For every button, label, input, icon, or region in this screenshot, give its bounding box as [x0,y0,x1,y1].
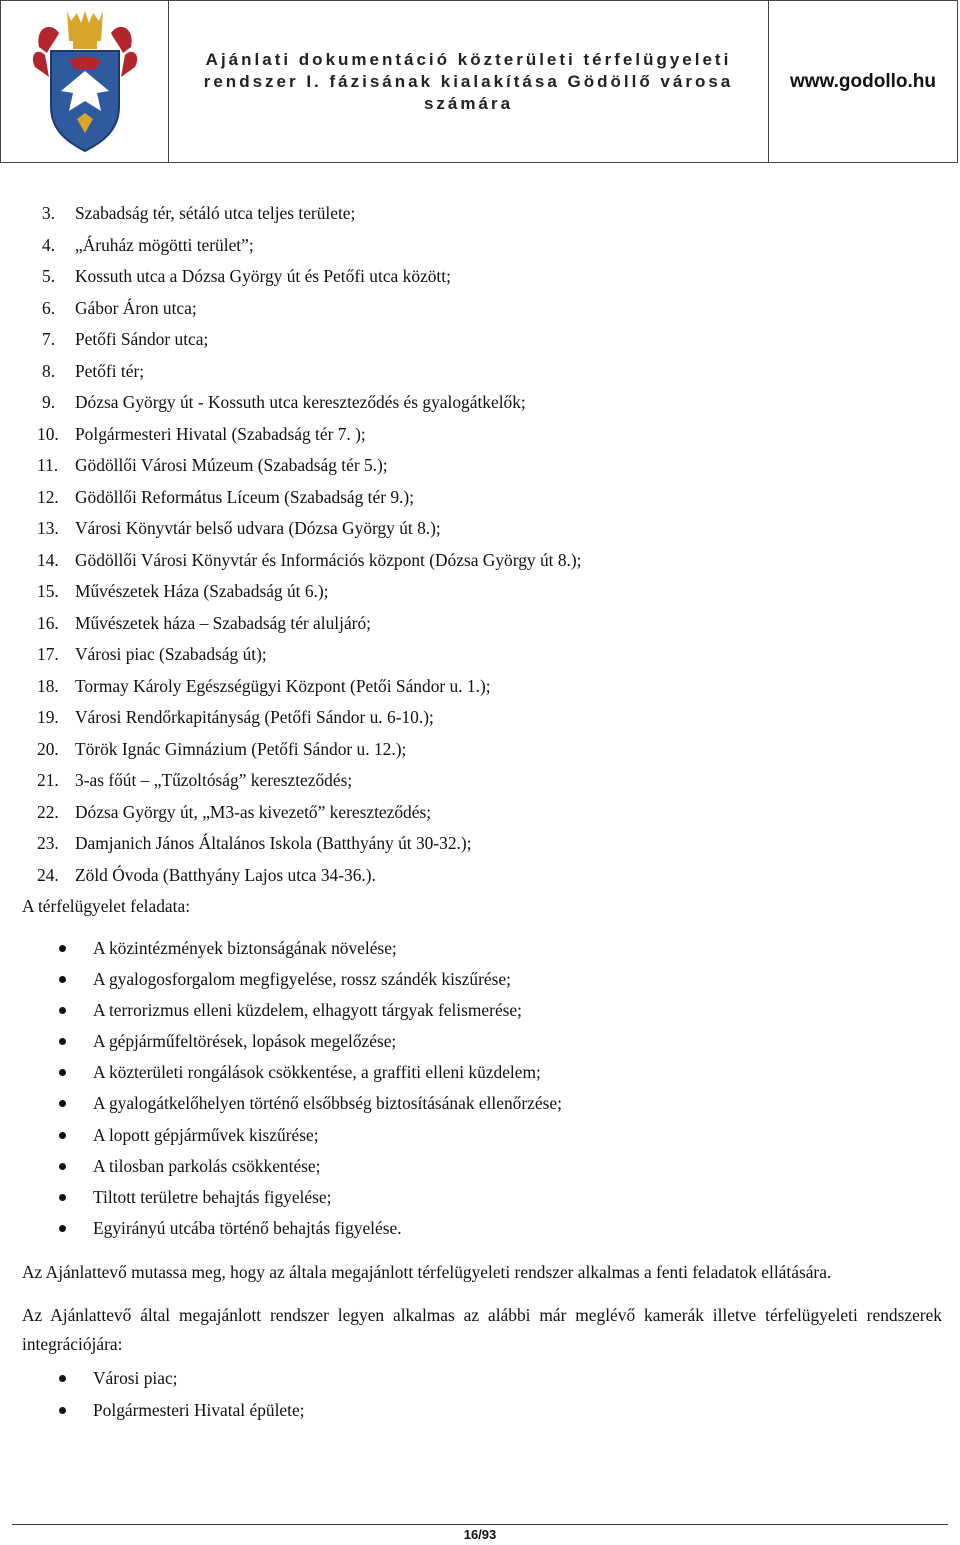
document-title: Ajánlati dokumentáció közterületi térfelügyeleti rendszer I. fázisának kialakítása Gödöllő városa számára [169,1,769,162]
list-item: 14. Gödöllői Városi Könyvtár és Információs központ (Dózsa György út 8.); [37,549,582,570]
bullet-icon [22,964,93,995]
list-item: 24. Zöld Óvoda (Batthyány Lajos utca 34-36.). [37,864,376,885]
bullet-icon [22,933,93,964]
list-item: 9. Dózsa György út - Kossuth utca kereszteződés és gyalogátkelők; [42,392,526,412]
list-item: 17. Városi piac (Szabadság út); [37,644,267,664]
page-number: 16/93 [463,1527,497,1542]
list-item: 13. Városi Könyvtár belső udvara (Dózsa György út 8.); [37,518,441,538]
list-item: 21. 3-as főút – „Tűzoltóság” kereszteződés; [37,770,353,790]
list-item: Polgármesteri Hivatal épülete; [22,1395,942,1426]
list-item: 22. Dózsa György út, „M3-as kivezető” kereszteződés; [37,801,432,822]
list-item: 7. Petőfi Sándor utca; [42,329,209,349]
paragraph-capability: Az Ajánlattevő mutassa meg, hogy az általa megajánlott térfelügyeleti rendszer alkalmas a fenti feladatok ellátására. [22,1262,832,1283]
list-item: 8. Petőfi tér; [42,360,145,381]
list-item: Tiltott területre behajtás figyelése; [22,1182,942,1213]
list-item: Városi piac; [22,1363,942,1394]
list-item: A gépjárműfeltörések, lopások megelőzése; [22,1026,942,1057]
bullet-icon [22,1120,93,1151]
tasks-heading: A térfelügyelet feladata: [22,896,191,916]
paragraph-integration: Az Ajánlattevő által megajánlott rendszer legyen alkalmas az alábbi már meglévő kamerák illetve térfelügyeleti rendszerek integrációjára: [22,1305,942,1355]
list-item: 15. Művészetek Háza (Szabadság út 6.); [37,581,329,601]
list-item: 10. Polgármesteri Hivatal (Szabadság tér 7. ); [37,423,366,444]
list-item: Egyirányú utcába történő behajtás figyelése. [22,1213,942,1244]
list-item: 18. Tormay Károly Egészségügyi Központ (Petői Sándor u. 1.); [37,675,491,696]
location-list [22,198,942,891]
list-item: A gyalogátkelőhelyen történő elsőbbség biztosításának ellenőrzése; [22,1088,942,1119]
bullet-icon [22,1026,93,1057]
list-item: 16. Művészetek háza – Szabadság tér aluljáró; [37,612,371,633]
list-item: A gyalogosforgalom megfigyelése, rossz szándék kiszűrése; [22,964,942,995]
list-item: 23. Damjanich János Általános Iskola (Batthyány út 30-32.); [37,833,472,853]
list-item: 20. Török Ignác Gimnázium (Petőfi Sándor u. 12.); [37,738,407,759]
website-link[interactable]: www.godollo.hu [790,70,936,92]
list-item: 5. Kossuth utca a Dózsa György út és Petőfi utca között; [42,266,451,286]
bullet-icon [22,1151,93,1182]
bullet-icon [22,1395,93,1426]
bullet-icon [22,1182,93,1213]
bullet-icon [22,1213,93,1244]
list-item: 4. „Áruház mögötti terület”; [42,234,254,255]
list-item: A közintézmények biztonságának növelése; [22,933,942,964]
bullet-icon [22,1057,93,1088]
bullet-icon [22,1363,93,1394]
coat-of-arms-logo [1,1,169,162]
list-item: 19. Városi Rendőrkapitányság (Petőfi Sándor u. 6-10.); [37,707,434,727]
page-content [22,198,942,1426]
list-item: 11. Gödöllői Városi Múzeum (Szabadság tér 5.); [37,455,388,475]
page-header [0,0,958,163]
list-item: A tilosban parkolás csökkentése; [22,1151,942,1182]
footer-divider [12,1524,948,1525]
integrations-list [22,1363,942,1425]
tasks-list [22,933,942,1245]
list-item: 12. Gödöllői Református Líceum (Szabadság tér 9.); [37,486,415,507]
list-item: A lopott gépjárművek kiszűrése; [22,1120,942,1151]
list-item: A közterületi rongálások csökkentése, a graffiti elleni küzdelem; [22,1057,942,1088]
bullet-icon [22,995,93,1026]
list-item: 3. Szabadság tér, sétáló utca teljes területe; [42,203,356,223]
coat-of-arms-icon [25,7,145,157]
list-item: A terrorizmus elleni küzdelem, elhagyott tárgyak felismerése; [22,995,942,1026]
bullet-icon [22,1088,93,1119]
list-item: 6. Gábor Áron utca; [42,297,197,318]
